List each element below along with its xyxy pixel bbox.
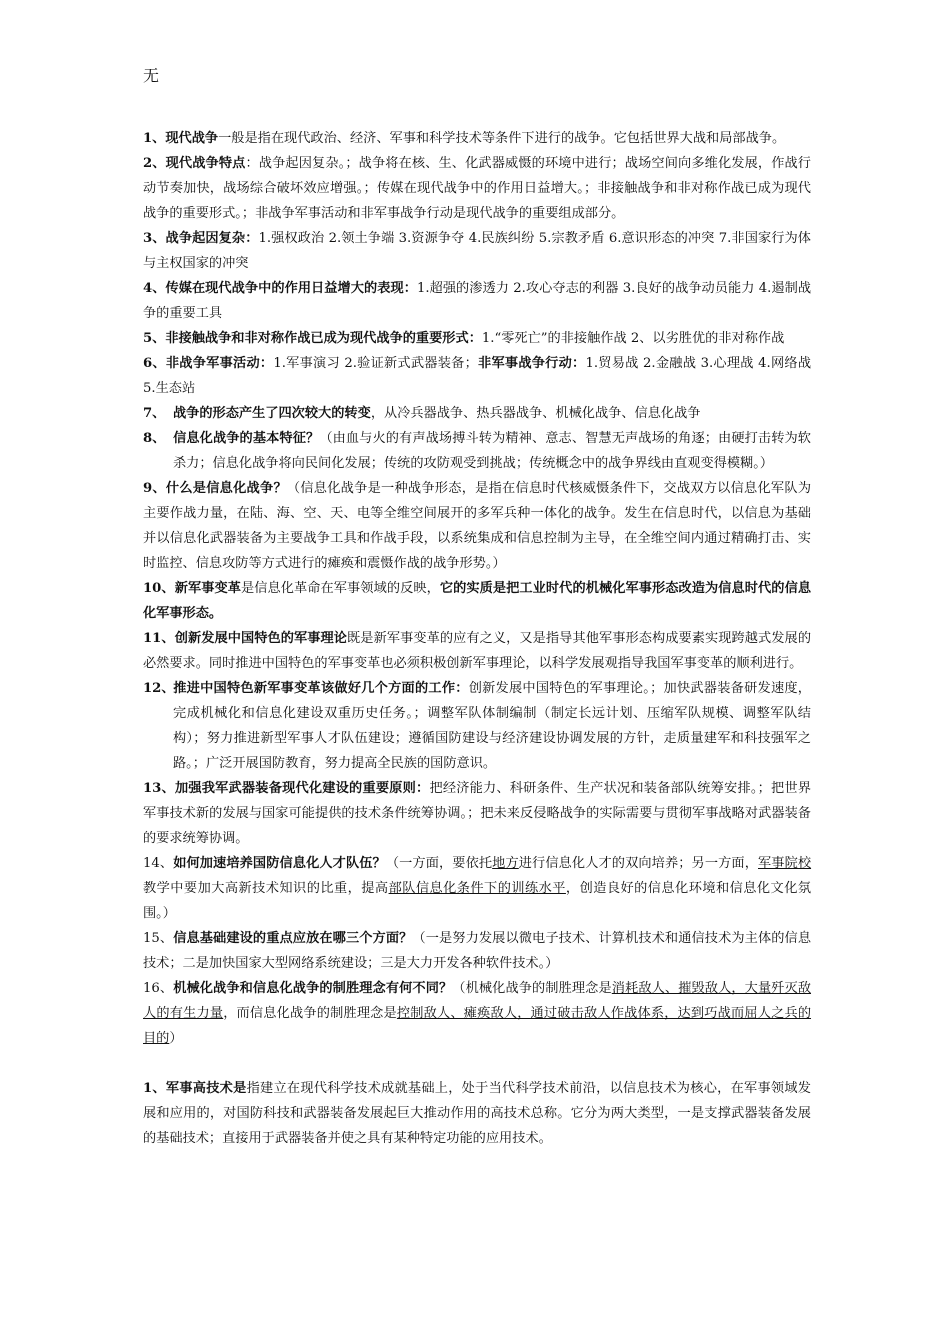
separator: ： — [245, 156, 259, 171]
paragraph-11 — [143, 626, 811, 676]
paragraph-text: ，创造良好的信息化环境和信息化文化氛围。） — [143, 881, 812, 921]
term-heading: 非战争军事活动 — [165, 356, 260, 371]
item-number: 16、 — [143, 981, 174, 996]
paragraph-3 — [143, 226, 811, 276]
term-heading: 传媒在现代战争中的作用日益增大的表现 — [165, 281, 404, 296]
separator: ： — [245, 231, 259, 246]
term-heading: 信息化战争的基本特征？ — [173, 431, 320, 446]
paragraph-text: 1.“零死亡”的非接触作战 2、以劣胜优的非对称作战 — [481, 331, 785, 346]
item-number: 13、 — [143, 781, 175, 796]
section-gap — [143, 1051, 811, 1076]
paragraph-text: 一般是指在现代政治、经济、军事和科学技术等条件下进行的战争。它包括世界大战和局部战争。 — [218, 131, 786, 146]
item-number: 3、 — [143, 231, 166, 246]
paragraph-text: ，而信息化战争的制胜理念是 — [223, 1006, 397, 1021]
underlined-text: 部队信息化条件下的训练水平 — [388, 881, 566, 896]
term-heading: 如何加速培养国防信息化人才队伍？ — [173, 856, 386, 871]
paragraph-text: 教学中要加大高新技术知识的比重，提高 — [143, 881, 389, 896]
paragraph-15 — [143, 926, 811, 976]
term-heading: 推进中国特色新军事变革该做好几个方面的工作 — [173, 681, 456, 696]
paragraph-8 — [143, 426, 811, 476]
term-heading: 什么是信息化战争？ — [165, 481, 287, 496]
paragraph-text: （由血与火的有声战场搏斗转为精神、意志、智慧无声战场的角逐；由硬打击转为软杀力；信息化战争将向民间化发展；传统的攻防观受到挑战；传统概念中的战争界线由直观变得模糊。） — [173, 431, 811, 471]
term-heading: 创新发展中国特色的军事理论 — [174, 631, 348, 646]
paragraph-4 — [143, 276, 811, 326]
item-number: 5、 — [143, 331, 166, 346]
item-number: 7、 — [143, 406, 166, 421]
paragraph-text: 指建立在现代科学技术成就基础上，处于当代科学技术前沿，以信息技术为核心，在军事领域发展和应用的，对国防科技和武器装备发展起巨大推动作用的高技术总称。它分为两大类型，一是支撑武器装备发展的基础技术；直接用于武器装备并使之具有某种特定功能的应用技术。 — [143, 1081, 811, 1146]
paragraph-text: （机械化战争的制胜理念是 — [452, 981, 612, 996]
paragraph-text: 战争起因复杂。；战争将在核、生、化武器威慑的环境中进行；战场空间向多维化发展，作战行动节奏加快，战场综合破坏效应增强。；传媒在现代战争中的作用日益增大。；非接触战争和非对称作战已成为现代战争的重要形式。；非战争军事活动和非军事战争行动是现代战争的重要组成部分。 — [143, 156, 811, 221]
paragraph-text: ，从冷兵器战争、热兵器战争、机械化战争、信息化战争 — [370, 406, 701, 421]
paragraph-1 — [143, 126, 811, 151]
separator: ： — [403, 281, 417, 296]
document-body — [143, 126, 811, 1151]
separator: ： — [416, 781, 430, 796]
separator: ： — [455, 681, 469, 696]
paragraph-7 — [143, 401, 811, 426]
paragraph-text: 既是新军事变革的应有之义，又是指导其他军事形态构成要素实现跨越式发展的必然要求。同时推进中国特色的军事变革也必须积极创新军事理论，以科学发展观指导我国军事变革的顺利进行。 — [143, 631, 812, 671]
paragraph-12 — [143, 676, 811, 776]
term-heading: 现代战争 — [165, 131, 219, 146]
term-heading: 战争的形态产生了四次较大的转变 — [173, 406, 371, 421]
paragraph-text: 1.贸易战 2.金融战 3.心理战 4.网络战 5.生态站 — [143, 356, 812, 396]
term-heading: 军事高技术是 — [165, 1081, 247, 1096]
paragraph-text: 是信息化革命在军事领域的反映， — [240, 581, 440, 596]
item-number: 1、 — [143, 1081, 166, 1096]
item-number: 9、 — [143, 481, 166, 496]
term-heading: 加强我军武器装备现代化建设的重要原则 — [174, 781, 417, 796]
paragraph-text: 1.军事演习 2.验证新式武器装备； — [273, 356, 478, 371]
underlined-text: 控制敌人、瘫痪敌人，通过破击敌人作战体系，达到巧战而屈人之兵的目的 — [143, 1006, 812, 1046]
paragraph-14 — [143, 851, 811, 926]
separator: ： — [468, 331, 482, 346]
term-heading: 战争起因复杂 — [165, 231, 246, 246]
paragraph-5 — [143, 326, 811, 351]
paragraph-text: （一方面，要依托 — [385, 856, 493, 871]
term-heading: 新军事变革 — [174, 581, 241, 596]
item-number: 1、 — [143, 131, 166, 146]
term-heading: 机械化战争和信息化战争的制胜理念有何不同？ — [173, 981, 453, 996]
separator: ： — [259, 356, 274, 371]
item-number: 10、 — [143, 581, 175, 596]
item-number: 15、 — [143, 931, 174, 946]
paragraph-text: （一是努力发展以微电子技术、计算机技术和通信技术为主体的信息技术；二是加快国家大型网络系统建设；三是大力开发各种软件技术。） — [143, 931, 812, 971]
paragraph-high-tech — [143, 1076, 811, 1151]
underlined-text: 消耗敌人、摧毁敌人，大量歼灭敌人的有生力量 — [143, 981, 812, 1021]
item-number: 6、 — [143, 356, 166, 371]
paragraph-13 — [143, 776, 811, 851]
paragraph-text: 1.超强的渗透力 2.攻心夺志的利器 3.良好的战争动员能力 4.遏制战争的重要工具 — [143, 281, 812, 321]
paragraph-9 — [143, 476, 811, 576]
term-heading: 非接触战争和非对称作战已成为现代战争的重要形式 — [165, 331, 469, 346]
header-mark: 无 — [143, 66, 160, 85]
paragraph-text: 创新发展中国特色的军事理论。；加快武器装备研发速度，完成机械化和信息化建设双重历史任务。；调整军队体制编制（制定长远计划、压缩军队规模、调整军队结构）；努力推进新型军事人才队伍建设；遵循国防建设与经济建设协调发展的方针，走质量建军和科技强军之路。；广泛开展国防教育，努力提高全民族的国防意识。 — [173, 681, 811, 771]
item-number: 12、 — [143, 681, 175, 696]
paragraph-text: ） — [169, 1031, 183, 1046]
paragraph-text: 进行信息化人才的双向培养；另一方面， — [518, 856, 758, 871]
item-number: 11、 — [143, 631, 175, 646]
paragraph-text: 1.强权政治 2.领土争端 3.资源争夺 4.民族纠纷 5.宗教矛盾 6.意识形态的冲突 7.非国家行为体与主权国家的冲突 — [143, 231, 811, 271]
item-number: 14、 — [143, 856, 174, 871]
item-number: 2、 — [143, 156, 166, 171]
paragraph-10 — [143, 576, 811, 626]
paragraph-6 — [143, 351, 811, 401]
term-heading: 信息基础建设的重点应放在哪三个方面？ — [173, 931, 413, 946]
emphasis-text: 它的实质是把工业时代的机械化军事形态改造为信息时代的信息化军事形态。 — [143, 581, 812, 621]
paragraph-text: 把经济能力、科研条件、生产状况和装备部队统筹安排。；把世界军事技术新的发展与国家可能提供的技术条件统筹协调。；把未来反侵略战争的实际需要与贯彻军事战略对武器装备的要求统筹协调。 — [143, 781, 812, 846]
underlined-text: 军事院校 — [758, 856, 812, 871]
paragraph-text: （信息化战争是一种战争形态，是指在信息时代核威慑条件下，交战双方以信息化军队为主要作战力量，在陆、海、空、天、电等全维空间展开的多军兵种一体化的战争。发生在信息时代，以信息为基础并以信息化武器装备为主要战争工具和作战手段，以系统集成和信息控制为主导，在全维空间内通过精确打击、实时监控、信息攻防等方式进行的瘫痪和震慑作战的战争形势。） — [143, 481, 812, 571]
term-heading: 现代战争特点 — [165, 156, 246, 171]
separator: ： — [572, 356, 586, 371]
paragraph-16 — [143, 976, 811, 1051]
item-number: 8、 — [143, 431, 166, 446]
underlined-text: 地方 — [492, 856, 519, 871]
paragraph-2 — [143, 151, 811, 226]
item-number: 4、 — [143, 281, 166, 296]
term-heading-secondary: 非军事战争行动 — [477, 356, 573, 371]
